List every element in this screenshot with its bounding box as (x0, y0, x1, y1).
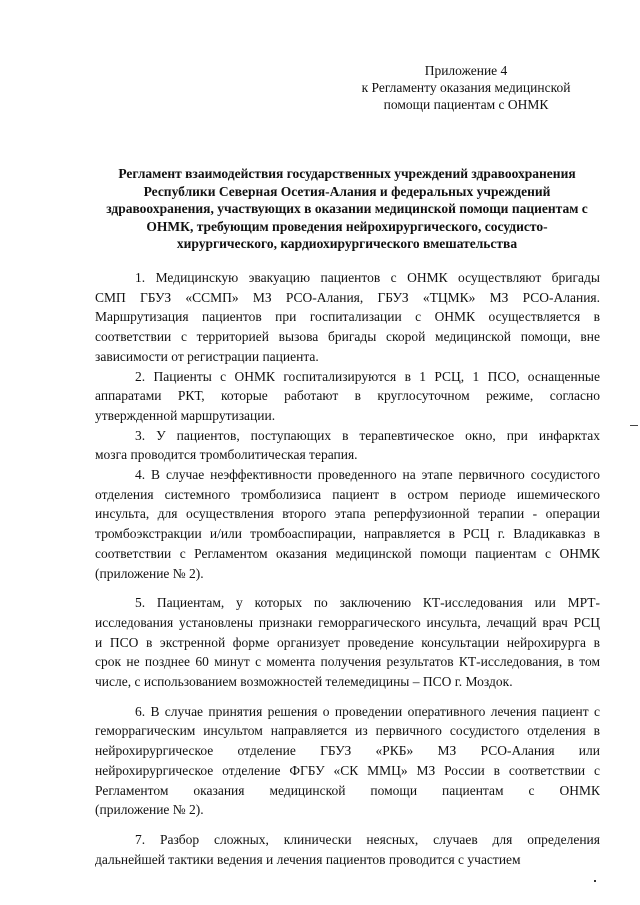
title-line: ОНМК, требующим проведения нейрохирургического, сосудисто- (146, 218, 548, 234)
appendix-header (336, 62, 596, 113)
paragraph-line: нейрохирургическое отделение ФГБУ «СК ММЦ» МЗ России в соответствии с (95, 762, 600, 778)
document-body (95, 268, 600, 869)
scan-mark (630, 425, 638, 426)
paragraph-line: утвержденной маршрутизации. (95, 407, 276, 423)
paragraph-line: аппаратами РКТ, которые работают в круглосуточном режиме, согласно (95, 388, 600, 404)
paragraph-line: геморрагическим инсультом направляется из первичного сосудистого отделения в (95, 723, 600, 739)
paragraph-line: соответствии с Регламентом оказания медицинской помощи пациентам с ОНМК (95, 545, 600, 561)
paragraph-1 (95, 268, 600, 367)
paragraph-line: СМП ГБУЗ «ССМП» МЗ РСО-Алания, ГБУЗ «ТЦМК» МЗ РСО-Алания. (95, 289, 600, 305)
paragraph-line: исследования установлены признаки геморрагического инсульта, лечащий врач РСЦ (95, 614, 600, 630)
document-title (92, 165, 602, 253)
paragraph-line: 6. В случае принятия решения о проведении оперативного лечения пациент с (135, 703, 600, 719)
paragraph-line: нейрохирургическое отделение ГБУЗ «РКБ» МЗ РСО-Алания или (95, 743, 600, 759)
paragraph-line: отделения системного тромболизиса пациент в остром периоде ишемического (95, 486, 600, 502)
appendix-line: помощи пациентам с ОНМК (383, 97, 549, 112)
title-line: хирургического, кардиохирургического вмешательства (176, 236, 518, 251)
paragraph-line: тромбоэкстракции и/или тромбоаспирации, направляется в РСЦ г. Владикавказ в (95, 526, 600, 542)
paragraph-line: дальнейшей тактики ведения и лечения пациентов проводится с участием (95, 851, 521, 867)
paragraph-7 (95, 830, 600, 869)
paragraph-line: Регламентом оказания медицинской помощи пациентам с ОНМК (95, 782, 600, 798)
paragraph-line: Маршрутизация пациентов при госпитализации с ОНМК осуществляется в (95, 309, 600, 325)
paragraph-line: срок не позднее 60 минут с момента получения результатов КТ-исследования, в том (95, 654, 600, 670)
paragraph-line: соответствии с территорией вызова бригады скорой медицинской помощи, вне (95, 329, 600, 345)
appendix-line: к Регламенту оказания медицинской (361, 80, 571, 95)
title-line: Регламент взаимодействия государственных учреждений здравоохранения (118, 166, 576, 181)
appendix-line: Приложение 4 (424, 63, 508, 78)
title-line: Республики Северная Осетия-Алания и федеральных учреждений (143, 183, 551, 199)
paragraph-line: 5. Пациентам, у которых по заключению КТ-исследования или МРТ- (135, 595, 600, 611)
paragraph-line: и ПСО в экстренной форме организует проведение консультации нейрохирурга в (95, 634, 600, 650)
paragraph-line: 2. Пациенты с ОНМК госпитализируются в 1 РСЦ, 1 ПСО, оснащенные (135, 368, 600, 384)
paragraph-2 (95, 367, 600, 426)
paragraph-4 (95, 465, 600, 583)
paragraph-line: (приложение № 2). (95, 802, 204, 818)
paragraph-line: (приложение № 2). (95, 565, 204, 581)
paragraph-line: мозга проводится тромболитическая терапия. (95, 447, 358, 463)
paragraph-line: числе, с использованием возможностей телемедицины – ПСО г. Моздок. (95, 674, 513, 690)
title-line: здравоохранения, участвующих в оказании медицинской помощи пациентам с (106, 201, 588, 216)
paragraph-gap (95, 692, 600, 702)
paragraph-line: 7. Разбор сложных, клинически неясных, случаев для определения (135, 831, 600, 847)
paragraph-3 (95, 426, 600, 465)
paragraph-gap (95, 583, 600, 593)
paragraph-gap (95, 820, 600, 830)
paragraph-line: 3. У пациентов, поступающих в терапевтическое окно, при инфарктах (135, 427, 600, 443)
paragraph-line: зависимости от регистрации пациента. (95, 348, 319, 364)
paragraph-5 (95, 593, 600, 692)
paragraph-line: 1. Медицинскую эвакуацию пациентов с ОНМК осуществляют бригады (135, 270, 600, 285)
paragraph-line: инсульта, для осуществления второго этапа реперфузионной терапии - операции (95, 506, 600, 522)
paragraph-line: 4. В случае неэффективности проведенного на этапе первичного сосудистого (135, 467, 600, 483)
paragraph-6 (95, 702, 600, 820)
scan-mark (594, 880, 596, 882)
